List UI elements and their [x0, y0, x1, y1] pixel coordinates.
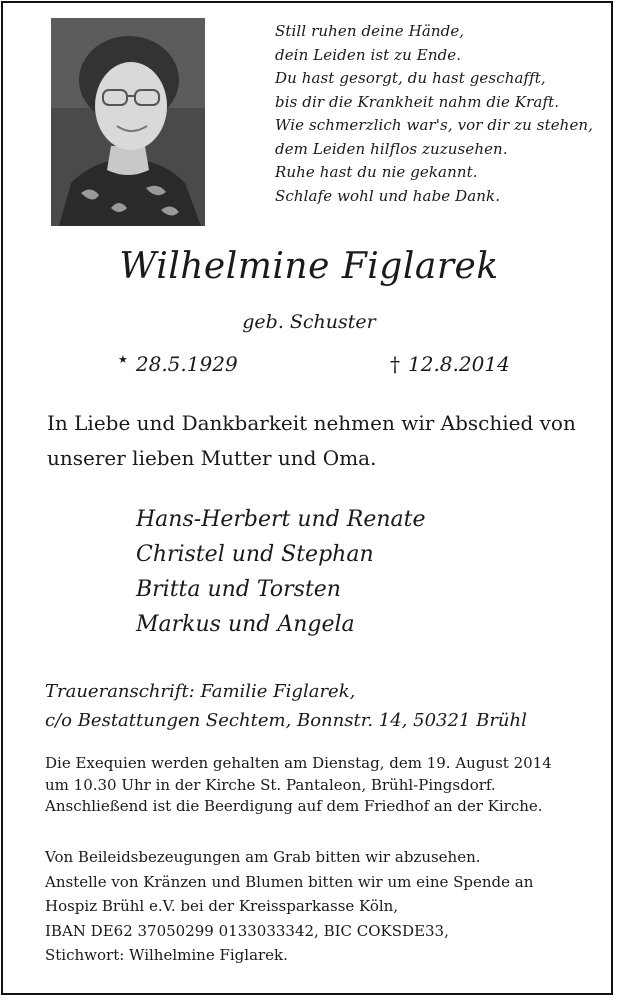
poem-line: Still ruhen deine Hände,: [275, 22, 465, 40]
poem-line: Du hast gesorgt, du hast geschafft,: [275, 69, 546, 87]
poem-line: dem Leiden hilflos zuzusehen.: [275, 139, 508, 158]
farewell-line: unserer lieben Mutter und Oma.: [47, 446, 377, 470]
farewell-line: In Liebe und Dankbarkeit nehmen wir Abschied von: [47, 411, 576, 435]
address-line: Traueranschrift: Familie Figlarek,: [45, 681, 356, 702]
wish-line: Anstelle von Kränzen und Blumen bitten wir um eine Spende an: [45, 872, 534, 891]
family-member: Hans-Herbert und Renate: [136, 507, 426, 532]
service-line: Anschließend ist die Beerdigung auf dem Friedhof an der Kirche.: [45, 797, 543, 815]
service-line: um 10.30 Uhr in der Kirche St. Pantaleon, Brühl-Pingsdorf.: [45, 775, 496, 794]
poem: [275, 20, 605, 208]
death-date-block: [390, 352, 510, 376]
deceased-name: Wilhelmine Figlarek: [119, 246, 499, 287]
funeral-service-info: [45, 753, 552, 818]
wish-line: IBAN DE62 37050299 0133033342, BIC COKSDE33,: [45, 921, 449, 940]
poem-line: Wie schmerzlich war's, vor dir zu stehen,: [275, 116, 594, 134]
poem-line: bis dir die Krankheit nahm die Kraft.: [275, 92, 560, 111]
wish-line: Stichwort: Wilhelmine Figlarek.: [45, 946, 288, 964]
address-line: c/o Bestattungen Sechtem, Bonnstr. 14, 50321 Brühl: [45, 710, 527, 731]
star-icon: ★: [118, 353, 128, 366]
donation-request: [45, 845, 533, 968]
birth-date: 28.5.1929: [135, 352, 238, 376]
mourning-address: [45, 677, 527, 735]
family-member: Markus und Angela: [136, 612, 355, 637]
portrait-photo: [51, 18, 205, 226]
family-member: Christel und Stephan: [136, 542, 374, 567]
born-name: geb. Schuster: [242, 311, 376, 333]
wish-line: Von Beileidsbezeugungen am Grab bitten wir abzusehen.: [45, 848, 481, 866]
family-member: Britta und Torsten: [136, 577, 341, 602]
portrait-illustration: [51, 18, 205, 226]
poem-line: dein Leiden ist zu Ende.: [275, 45, 462, 64]
birth-date-block: [118, 352, 238, 376]
family-list: [136, 502, 426, 642]
death-date: 12.8.2014: [408, 352, 510, 376]
wish-line: Hospiz Brühl e.V. bei der Kreissparkasse Köln,: [45, 897, 399, 915]
poem-line: Ruhe hast du nie gekannt.: [275, 163, 478, 181]
service-line: Die Exequien werden gehalten am Dienstag, dem 19. August 2014: [45, 754, 552, 772]
poem-line: Schlafe wohl und habe Dank.: [275, 186, 501, 205]
farewell-text: [47, 406, 607, 476]
cross-icon: †: [390, 352, 400, 376]
